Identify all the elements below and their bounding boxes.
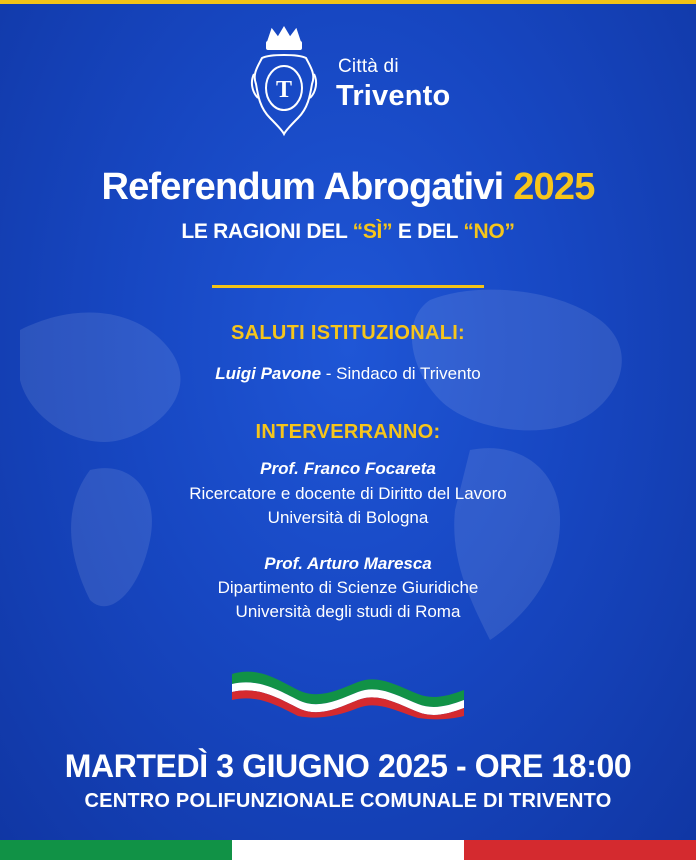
city-prefix: Città di	[338, 56, 399, 77]
section-divider	[212, 285, 484, 288]
speakers-title: INTERVERRANNO:	[255, 421, 441, 443]
subheadline-part1: LE RAGIONI DEL	[181, 220, 348, 243]
flag-green-stripe	[0, 840, 232, 860]
mayor-role: - Sindaco di Trivento	[325, 364, 481, 383]
italian-flag-bar	[0, 840, 696, 860]
speaker-1-affiliation: Università di Bologna	[267, 508, 429, 527]
speaker-2-name: Prof. Arturo Maresca	[264, 554, 432, 573]
speaker-2-role: Dipartimento di Scienze Giuridiche	[217, 578, 479, 597]
speaker-1-role: Ricercatore e docente di Diritto del Lavoro	[189, 484, 507, 503]
subheadline-no: “NO”	[463, 220, 515, 243]
subheadline-si: “SÌ”	[352, 220, 393, 243]
headline-year: 2025	[513, 166, 595, 208]
welcome-title: SALUTI ISTITUZIONALI:	[230, 322, 466, 344]
headline	[0, 166, 696, 208]
subheadline-part2: E DEL	[397, 220, 458, 243]
speaker-2-affiliation: Università degli studi di Roma	[235, 602, 461, 621]
subheadline	[0, 220, 696, 244]
flag-red-stripe	[464, 840, 696, 860]
italian-flag-ribbon-icon	[228, 660, 468, 720]
svg-text:T: T	[275, 77, 293, 103]
headline-title: Referendum Abrogativi	[101, 166, 504, 208]
coat-of-arms-icon	[248, 26, 320, 138]
city-logo	[248, 26, 468, 138]
welcome-line	[0, 364, 696, 384]
speaker-1-name: Prof. Franco Focareta	[260, 459, 436, 478]
flag-white-stripe	[232, 840, 464, 860]
event-datetime: MARTEDÌ 3 GIUGNO 2025 - ORE 18:00	[64, 748, 632, 784]
event-venue: CENTRO POLIFUNZIONALE COMUNALE DI TRIVENTO	[84, 790, 612, 812]
mayor-name: Luigi Pavone	[215, 364, 322, 383]
city-name: Trivento	[336, 80, 451, 112]
